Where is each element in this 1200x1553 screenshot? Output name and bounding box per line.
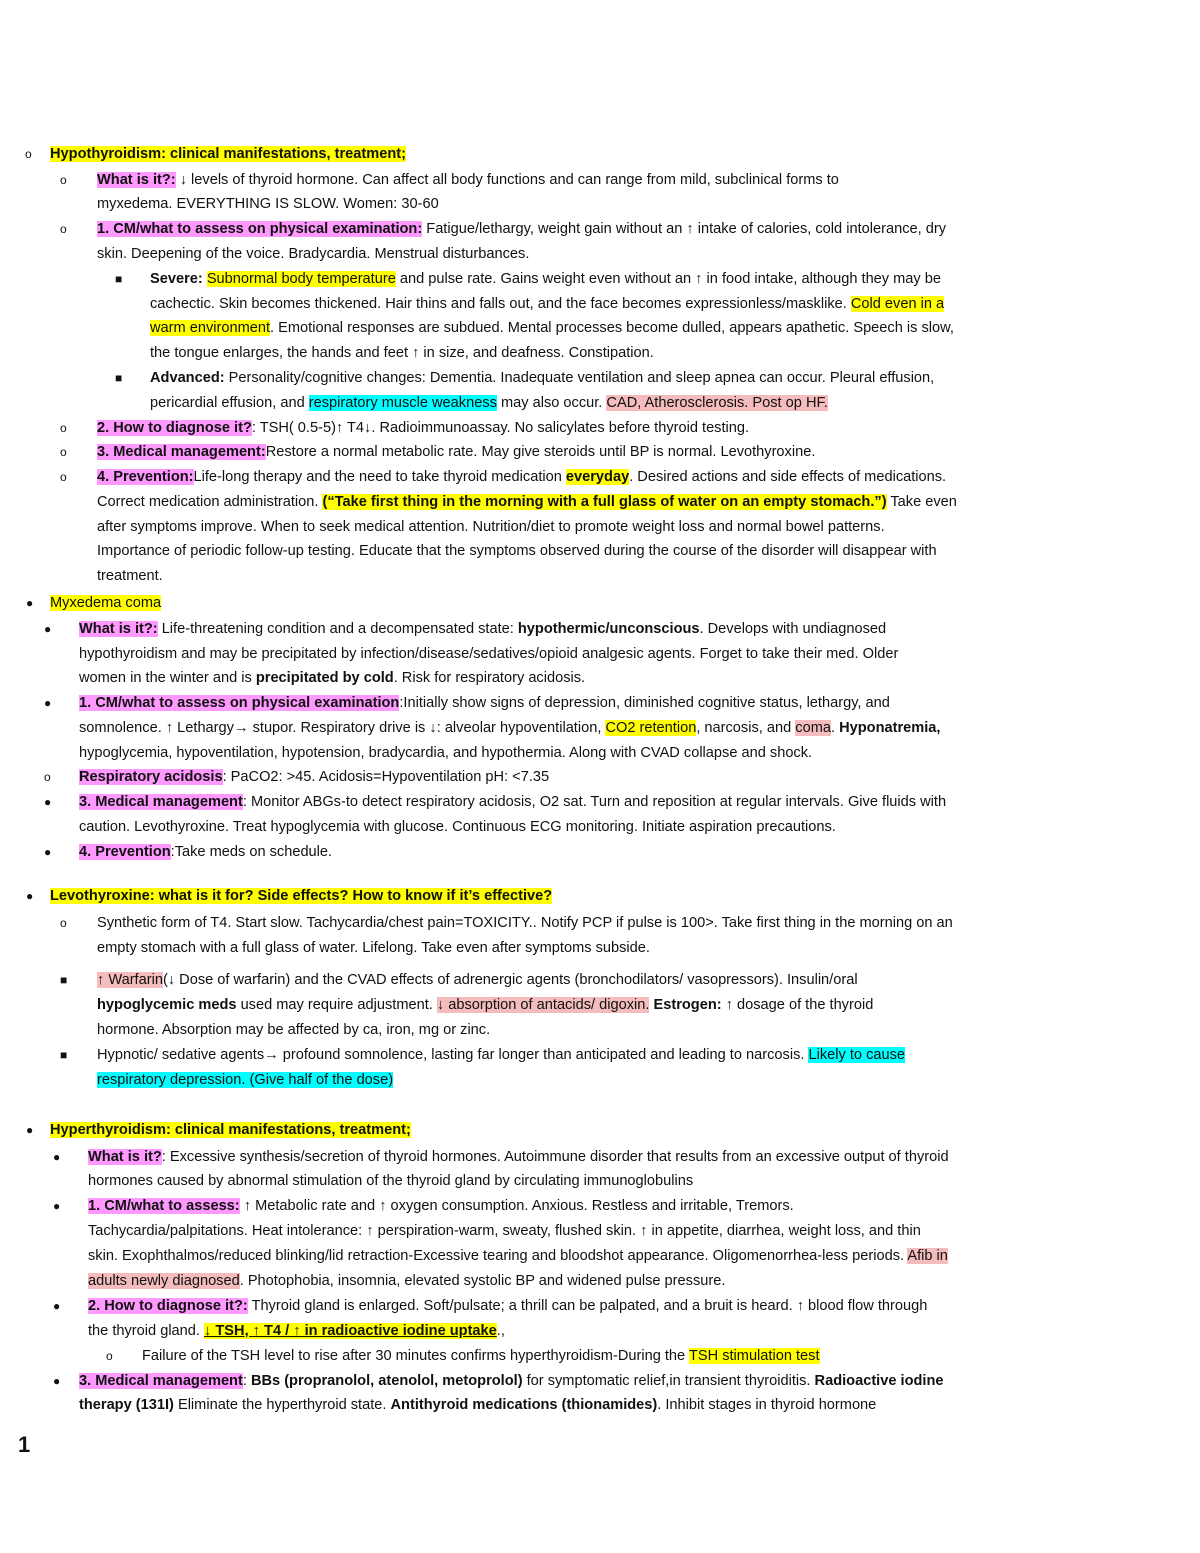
line-text [79,717,940,739]
line-text [88,1245,948,1267]
text-segment: hypothyroidism and may be precipitated by infection/disease/sedatives/opioid analgesic agents. Forget to take their med. Older [79,646,899,662]
line-text [79,692,890,714]
line-text [97,912,953,934]
line-text [97,491,957,513]
text-segment: Estrogen: [653,997,722,1013]
text-segment: Failure of the TSH level to rise after 30 minutes confirms hyperthyroidism-During the [142,1348,689,1364]
line-text [97,1019,490,1041]
text-segment: . Risk for respiratory acidosis. [393,670,586,686]
line-text [150,317,954,339]
line-text [79,816,836,838]
text-segment: may also occur. [496,395,607,411]
highlighted-text: ↓ absorption of antacids/ digoxin. [436,997,650,1013]
text-segment: . Photophobia, insomnia, elevated systolic BP and widened pulse pressure. [239,1273,726,1289]
highlighted-text: TSH stimulation test [688,1348,820,1364]
line-text [79,766,549,788]
bullet-icon: ● [53,1150,61,1164]
line-text [88,1270,725,1292]
line-text [97,417,749,439]
highlighted-text: 3. Medical management: [97,444,266,460]
text-segment: Correct medication administration. [97,494,323,510]
line-text [150,392,828,414]
square-bullet-icon: ■ [60,973,68,987]
text-segment: Take even [886,494,957,510]
line-text [88,1195,794,1217]
hollow-bullet-icon: o [60,222,67,236]
hollow-bullet-icon: o [60,916,67,930]
highlighted-text: (“Take first thing in the morning with a full glass of water on an empty stomach.”) [322,494,887,510]
text-segment: . Emotional responses are subdued. Mental processes become dulled, appears apathetic. Speech is slow, [270,320,954,336]
hollow-bullet-icon: o [60,173,67,187]
text-segment: . [830,720,840,736]
page-number: 1 [18,1432,31,1457]
line-text [150,342,654,364]
text-segment: . Develops with undiagnosed [699,621,887,637]
text-segment: ↓ levels of thyroid hormone. Can affect all body functions and can range from mild, subclinical forms to [175,172,839,188]
text-segment: precipitated by cold [255,670,394,686]
text-segment: ↑ Metabolic rate and ↑ oxygen consumption. Anxious. Restless and irritable, Tremors. [239,1198,794,1214]
text-segment: Thyroid gland is enlarged. Soft/pulsate; a thrill can be palpated, and a bruit is heard. ↑ blood flow through [247,1298,928,1314]
highlighted-text: warm environment [150,320,271,336]
highlighted-text: respiratory muscle weakness [308,395,497,411]
highlighted-text: Hypothyroidism: clinical manifestations, treatment; [50,146,406,162]
text-segment: hormone. Absorption may be affected by ca, iron, mg or zinc. [97,1022,491,1038]
text-segment: skin. Exophthalmos/reduced blinking/lid retraction-Excessive tearing and bloodshot appearance. Oligomenorrhea-less periods. [88,1248,908,1264]
text-segment: treatment. [97,568,163,584]
text-segment: , narcosis, and [696,720,796,736]
square-bullet-icon: ■ [60,1048,68,1062]
text-segment: : TSH( 0.5-5)↑ T4↓. Radioimmunoassay. No salicylates before thyroid testing. [251,420,750,436]
text-segment: : Monitor ABGs-to detect respiratory acidosis, O2 sat. Turn and reposition at regular intervals. Give fluids with [242,794,947,810]
highlighted-text: ↑ Warfarin [97,972,163,988]
line-text [50,885,552,907]
highlighted-text: CAD, Atherosclerosis. Post op HF. [606,395,828,411]
bullet-icon: ● [53,1199,61,1213]
hollow-bullet-icon: o [25,147,32,161]
text-segment: Life-threatening condition and a decompensated state: [157,621,518,637]
line-text [97,193,439,215]
text-segment: . Desired actions and side effects of medications. [629,469,947,485]
text-segment: hormones caused by abnormal stimulation of the thyroid gland by circulating immunoglobulins [88,1173,694,1189]
bullet-icon: ● [44,795,52,809]
highlighted-text: Afib in [907,1248,948,1264]
text-segment: Severe: [150,271,203,287]
bullet-icon: ● [26,596,34,610]
line-text [97,441,815,463]
line-text [97,218,946,240]
text-segment: hypoglycemic meds [97,997,237,1013]
line-text [150,293,944,315]
text-segment: :Initially show signs of depression, diminished cognitive status, lethargy, and [399,695,890,711]
line-text [97,1069,393,1091]
line-text [79,1370,944,1392]
highlighted-text: 1. CM/what to assess on physical examination [79,695,400,711]
text-segment: Tachycardia/palpitations. Heat intolerance: ↑ perspiration-warm, sweaty, flushed skin. ↑ in appetite, diarrhea, weight loss, and thin [88,1223,921,1239]
text-segment: for symptomatic relief,in transient thyroiditis. [522,1373,815,1389]
hollow-bullet-icon: o [44,770,51,784]
highlighted-text: Respiratory acidosis [79,769,223,785]
text-segment: and pulse rate. Gains weight even without an ↑ in food intake, although they may be [395,271,942,287]
highlighted-text: 4. Prevention [79,844,171,860]
highlighted-text: 2. How to diagnose it?: [88,1298,248,1314]
text-segment: Importance of periodic follow-up testing. Educate that the symptoms observed during the course of the disorder will disappear with [97,543,937,559]
line-text [88,1295,927,1317]
text-segment: myxedema. EVERYTHING IS SLOW. Women: 30-60 [97,196,439,212]
line-text [97,243,529,265]
line-text [50,1119,411,1141]
highlighted-text: Myxedema coma [50,595,162,611]
line-text [88,1220,921,1242]
text-segment: caution. Levothyroxine. Treat hypoglycemia with glucose. Continuous ECG monitoring. Initiate aspiration precautions. [79,819,836,835]
line-text [50,143,406,165]
text-segment: hypoglycemia, hypoventilation, hypotension, bradycardia, and hypothermia. Along with CVAD collapse and shock. [79,745,813,761]
highlighted-text: coma [795,720,831,736]
line-text [88,1146,949,1168]
bullet-icon: ● [26,889,34,903]
line-text [79,841,332,863]
bullet-icon: ● [44,622,52,636]
line-text [50,592,161,614]
text-segment: : Excessive synthesis/secretion of thyroid hormones. Autoimmune disorder that results from an excessive output of thyroid [161,1149,949,1165]
line-text [88,1170,693,1192]
line-text [79,742,812,764]
highlighted-text: 3. Medical management [79,1373,243,1389]
text-segment: Radioactive iodine [814,1373,944,1389]
square-bullet-icon: ■ [115,371,123,385]
highlighted-text: Subnormal body temperature [206,271,396,287]
line-text [97,169,839,191]
highlighted-text: everyday [565,469,630,485]
highlighted-text: What is it?: [97,172,176,188]
text-segment: : [242,1373,251,1389]
text-segment: Synthetic form of T4. Start slow. Tachycardia/chest pain=TOXICITY.. Notify PCP if pulse is 100>. Take first thing in the morning on an [97,915,953,931]
line-text [142,1345,820,1367]
line-text [88,1320,505,1342]
line-text [150,367,934,389]
text-segment: the tongue enlarges, the hands and feet ↑ in size, and deafness. Constipation. [150,345,654,361]
text-segment: Hypnotic/ sedative agents→ profound somnolence, lasting far longer than anticipated and leading to narcosis. [97,1047,809,1063]
line-text [79,643,898,665]
highlighted-text: Hyperthyroidism: clinical manifestations, treatment; [50,1122,411,1138]
hollow-bullet-icon: o [60,421,67,435]
text-segment: used may require adjustment. [236,997,437,1013]
line-text [97,1044,905,1066]
highlighted-text: 2. How to diagnose it? [97,420,252,436]
text-segment: Restore a normal metabolic rate. May give steroids until BP is normal. Levothyroxine. [265,444,816,460]
line-text [97,994,873,1016]
line-text [97,540,937,562]
highlighted-text: What is it? [88,1149,162,1165]
text-segment: pericardial effusion, and [150,395,309,411]
highlighted-text: Cold even in a [850,296,945,312]
bullet-icon: ● [53,1374,61,1388]
line-text [97,937,650,959]
hollow-bullet-icon: o [60,470,67,484]
highlighted-text: What is it?: [79,621,158,637]
highlighted-text: Likely to cause [808,1047,906,1063]
bullet-icon: ● [26,1123,34,1137]
line-text [97,969,858,991]
bullet-icon: ● [44,696,52,710]
highlighted-text: CO2 retention [605,720,697,736]
text-segment: cachectic. Skin becomes thickened. Hair thins and falls out, and the face becomes expressionless/masklike. [150,296,851,312]
highlighted-text: 1. CM/what to assess: [88,1198,240,1214]
highlighted-text: adults newly diagnosed [88,1273,240,1289]
text-segment: Hyponatremia, [839,720,941,736]
line-text [97,565,163,587]
text-segment: Fatigue/lethargy, weight gain without an ↑ intake of calories, cold intolerance, dry [422,221,946,237]
text-segment: somnolence. ↑ Lethargy→ stupor. Respiratory drive is ↓: alveolar hypoventilation, [79,720,606,736]
text-segment: Antithyroid medications (thionamides) [390,1397,658,1413]
text-segment: the thyroid gland. [88,1323,205,1339]
text-segment: ↑ dosage of the thyroid [721,997,874,1013]
text-segment: hypothermic/unconscious [517,621,700,637]
text-segment: Advanced: [150,370,225,386]
line-text [150,268,941,290]
highlighted-text: 4. Prevention: [97,469,194,485]
bullet-icon: ● [53,1299,61,1313]
text-segment: Personality/cognitive changes: Dementia. Inadequate ventilation and sleep apnea can occur. Pleural effusion, [224,370,935,386]
highlighted-text: 3. Medical management [79,794,243,810]
text-segment: . Inhibit stages in thyroid hormone [657,1397,877,1413]
text-segment: :Take meds on schedule. [170,844,333,860]
highlighted-text: respiratory depression. (Give half of the dose) [97,1072,394,1088]
text-segment: : PaCO2: >45. Acidosis=Hypoventilation pH: <7.35 [222,769,550,785]
text-segment: skin. Deepening of the voice. Bradycardia. Menstrual disturbances. [97,246,530,262]
text-segment: women in the winter and is [79,670,256,686]
highlighted-text: Levothyroxine: what is it for? Side effects? How to know if it’s effective? [50,888,553,904]
hollow-bullet-icon: o [60,445,67,459]
text-segment: therapy (131I) [79,1397,174,1413]
text-segment: BBs (propranolol, atenolol, metoprolol) [250,1373,523,1389]
highlighted-text: 1. CM/what to assess on physical examination: [97,221,423,237]
text-segment: empty stomach with a full glass of water. Lifelong. Take even after symptoms subside. [97,940,650,956]
line-text [79,618,886,640]
line-text [79,791,946,813]
text-segment: (↓ Dose of warfarin) and the CVAD effects of adrenergic agents (bronchodilators/ vasopressors). Insulin/oral [162,972,858,988]
text-segment: after symptoms improve. When to seek medical attention. Nutrition/diet to promote weight loss and normal bowel patterns. [97,519,885,535]
hollow-bullet-icon: o [106,1349,113,1363]
highlighted-text: ↓ TSH, ↑ T4 / ↑ in radioactive iodine uptake [204,1323,497,1339]
text-segment: ., [496,1323,505,1339]
bullet-icon: ● [44,845,52,859]
text-segment: Life-long therapy and the need to take thyroid medication [193,469,566,485]
line-text [79,1394,876,1416]
line-text [97,516,885,538]
text-segment: Eliminate the hyperthyroid state. [173,1397,391,1413]
line-text [97,466,946,488]
line-text [79,667,585,689]
square-bullet-icon: ■ [115,272,123,286]
